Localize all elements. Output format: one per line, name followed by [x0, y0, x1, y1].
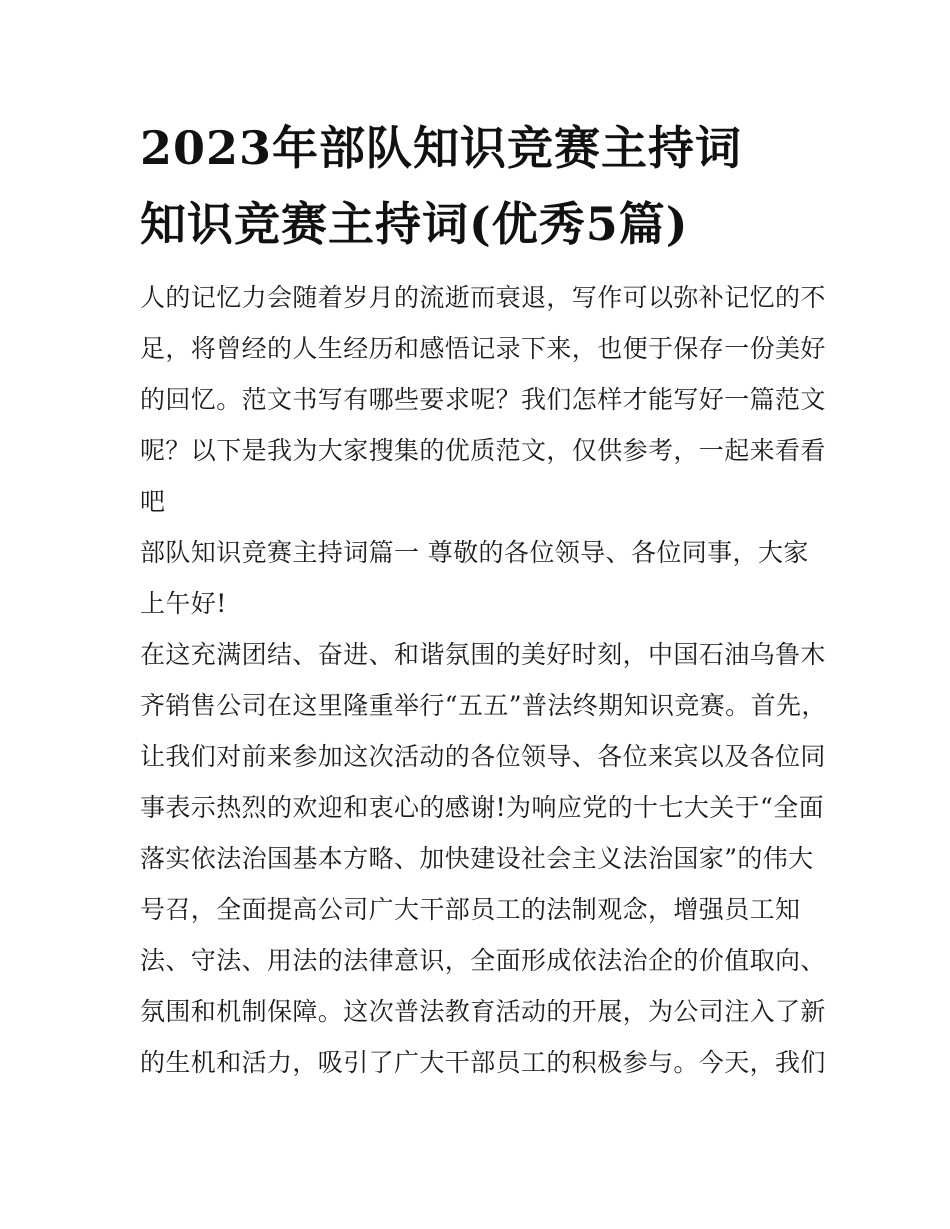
page-title-line-1: 2023年部队知识竞赛主持词 [140, 121, 743, 175]
text-line: 部队知识竞赛主持词篇一 尊敬的各位领导、各位同事，大家 [140, 538, 809, 567]
text-line: 上午好! [140, 589, 227, 618]
opening-paragraph [140, 527, 815, 629]
intro-paragraph [140, 272, 826, 527]
text-line: 法、守法、用法的法律意识，全面形成依法治企的价值取向、 [140, 946, 826, 975]
text-line: 的回忆。范文书写有哪些要求呢？我们怎样才能写好一篇范文 [140, 385, 826, 414]
text-line: 的生机和活力，吸引了广大干部员工的积极参与。今天，我们 [140, 1048, 826, 1077]
page-title-line-2: 知识竞赛主持词(优秀5篇) [140, 197, 689, 251]
text-line: 落实依法治国基本方略、加快建设社会主义法治国家”的伟大 [140, 844, 814, 873]
text-line: 在这充满团结、奋进、和谐氛围的美好时刻，中国石油乌鲁木 [140, 640, 826, 669]
body-paragraph [140, 629, 827, 1088]
text-line: 齐销售公司在这里隆重举行“五五”普法终期知识竞赛。首先， [140, 691, 827, 720]
text-line: 事表示热烈的欢迎和衷心的感谢!为响应党的十七大关于“全面 [140, 793, 825, 822]
text-line: 足，将曾经的人生经历和感悟记录下来，也便于保存一份美好 [140, 334, 826, 363]
text-line: 让我们对前来参加这次活动的各位领导、各位来宾以及各位同 [140, 742, 826, 771]
text-line: 氛围和机制保障。这次普法教育活动的开展，为公司注入了新 [140, 997, 826, 1026]
text-line: 号召，全面提高公司广大干部员工的法制观念，增强员工知 [140, 895, 801, 924]
text-line: 人的记忆力会随着岁月的流逝而衰退，写作可以弥补记忆的不 [140, 283, 826, 312]
text-line: 呢？以下是我为大家搜集的优质范文，仅供参考，一起来看看 [140, 436, 826, 465]
text-line: 吧 [140, 487, 166, 516]
